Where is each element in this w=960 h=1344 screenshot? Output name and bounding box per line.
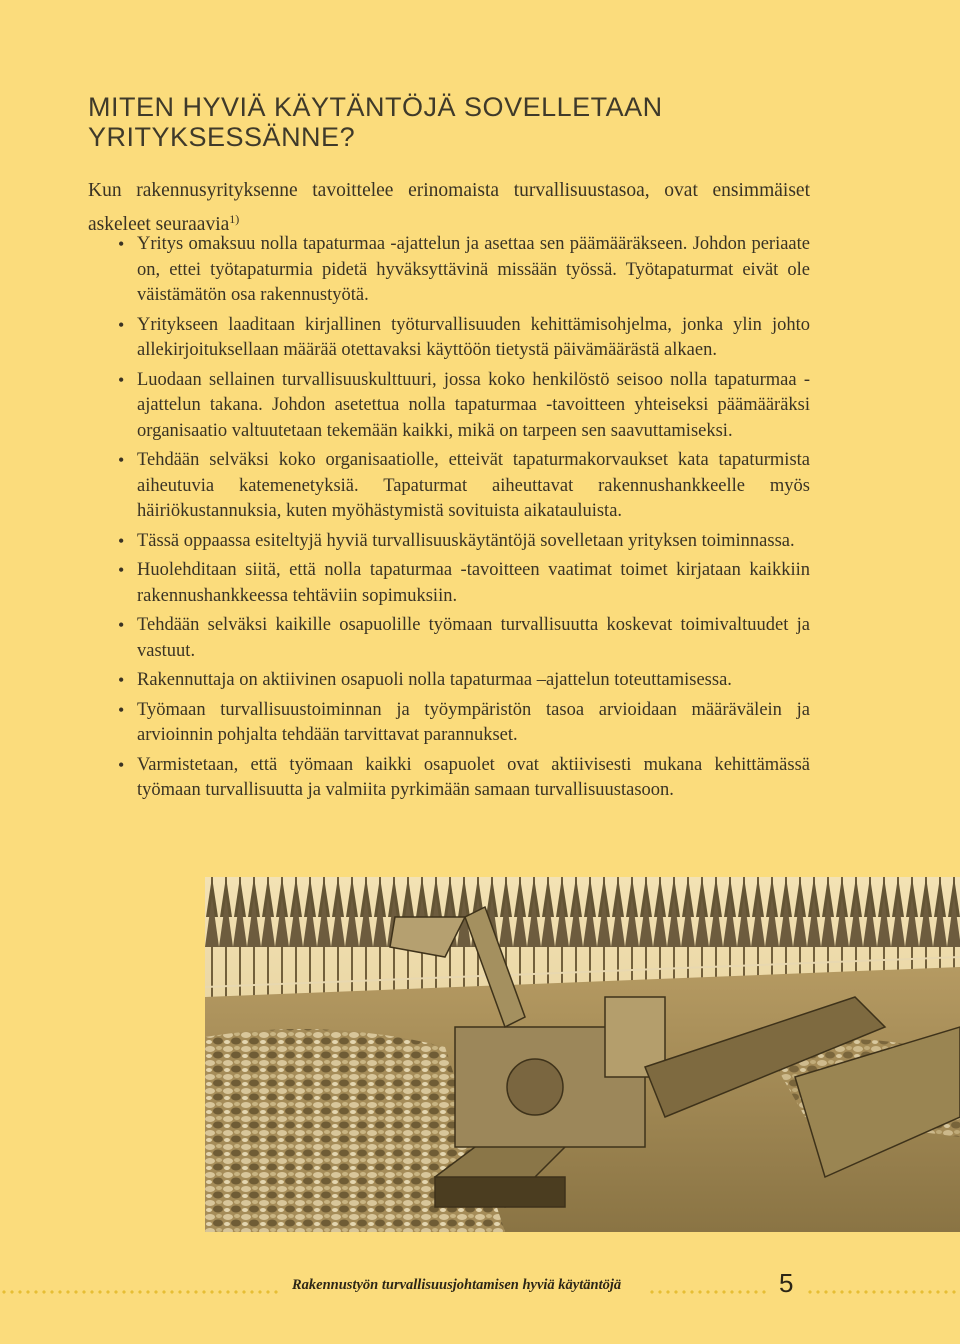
- page-heading: [88, 92, 848, 152]
- intro-paragraph: [88, 177, 810, 239]
- footer-dotted-rule-left: [0, 1290, 280, 1294]
- list-item: • Tehdään selväksi kaikille osapuolille työmaan turvallisuutta koskevat toimivaltuudet ja vastuut.: [118, 613, 810, 664]
- footer-dotted-rule-right: [806, 1290, 960, 1294]
- intro-text: Kun rakennusyrityksenne tavoittelee erinomaista turvallisuustasoa, ovat ensimmäiset askeleet seuraavia: [88, 180, 810, 235]
- list-item: • Huolehditaan siitä, että nolla tapaturmaa -tavoitteen vaatimat toimet kirjataan kaikkiin rakennushankkeessa tehtäviin sopimuksiin.: [118, 558, 810, 609]
- list-item: • Työmaan turvallisuustoiminnan ja työympäristön tasoa arvioidaan määrävälein ja arvioinnin pohjalta tehdään tarvittavat parannukset.: [118, 698, 810, 749]
- list-item: • Luodaan sellainen turvallisuuskulttuuri, jossa koko henkilöstö seisoo nolla tapaturmaa -ajattelun takana. Johdon asetettua nolla tapaturmaa -tavoitteen yhteiseksi päämääräksi organisaatio valtuutetaan tekemään kaikki, mikä on tarpeen sen saavuttamiseksi.: [118, 368, 810, 445]
- construction-site-photo: [205, 877, 960, 1232]
- list-item: • Tässä oppaassa esiteltyjä hyviä turvallisuuskäytäntöjä sovelletaan yrityksen toiminnassa.: [118, 529, 810, 555]
- list-item: • Yritys omaksuu nolla tapaturmaa -ajattelun ja asettaa sen päämääräkseen. Johdon periaate on, ettei työtapaturmia pidetä hyväksyttävinä missään työssä. Työtapaturmat eivät ole väistämätön osa rakennustyötä.: [118, 232, 810, 309]
- list-item: • Varmistetaan, että työmaan kaikki osapuolet ovat aktiivisesti mukana kehittämässä työmaan turvallisuutta ja valmiita pyrkimään samaan turvallisuustasoon.: [118, 753, 810, 804]
- footer-title: Rakennustyön turvallisuusjohtamisen hyviä käytäntöjä: [292, 1277, 622, 1293]
- list-item: • Rakennuttaja on aktiivinen osapuoli nolla tapaturmaa –ajattelun toteuttamisessa.: [118, 668, 810, 694]
- practice-list: [118, 232, 810, 808]
- list-item: • Tehdään selväksi koko organisaatiolle, etteivät tapaturmakorvaukset kata tapaturmista aiheutuvia katemenetyksiä. Tapaturmat aiheuttavat rakennushankkeelle myös häiriökustannuksia, kuten myöhästymistä sovituista aikatauluista.: [118, 448, 810, 525]
- list-item: • Yritykseen laaditaan kirjallinen työturvallisuuden kehittämisohjelma, jonka ylin johto allekirjoituksellaan määrää otettavaksi käyttöön tietystä päivämäärästä alkaen.: [118, 313, 810, 364]
- footer-dotted-rule-middle: [648, 1290, 766, 1294]
- page-number: 5: [779, 1268, 794, 1298]
- footnote-mark: 1): [229, 212, 240, 226]
- heading-line-1: MITEN HYVIÄ KÄYTÄNTÖJÄ SOVELLETAAN: [88, 92, 663, 122]
- heading-line-2: YRITYKSESSÄNNE?: [88, 122, 356, 152]
